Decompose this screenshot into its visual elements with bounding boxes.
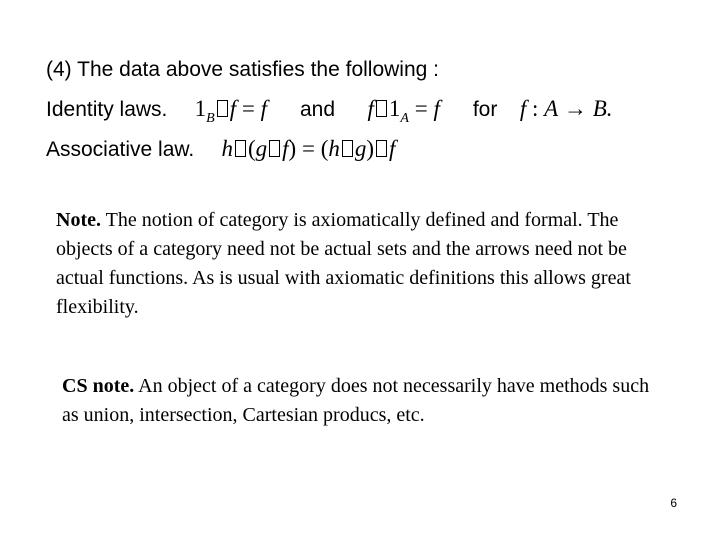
arrow-icon: → <box>563 96 587 121</box>
assoc-g: g <box>255 136 268 161</box>
identity-and: and <box>299 98 336 121</box>
associative-law-line <box>46 136 395 162</box>
associative-expression <box>221 136 395 161</box>
identity-f-result: f <box>433 96 440 121</box>
cs-note-label: CS note. <box>62 375 135 397</box>
associative-law-label: Associative law. <box>46 138 195 161</box>
composition-symbol <box>376 140 387 157</box>
identity-laws-line <box>46 96 613 126</box>
cs-note-text: An object of a category does not necessarily have methods such as union, intersection, Cartesian producs, etc. <box>62 375 650 426</box>
assoc-close: ) <box>288 136 297 161</box>
identity-one: 1 <box>388 96 401 121</box>
composition-symbol <box>235 140 246 157</box>
signature-f: f <box>519 96 527 121</box>
assoc-open: ( <box>247 136 256 161</box>
identity-equals: = <box>414 96 428 121</box>
identity-f-result: f <box>260 96 267 121</box>
identity-equals: = <box>241 96 255 121</box>
signature-colon: : <box>532 96 539 121</box>
assoc-h: h <box>328 136 340 161</box>
composition-symbol <box>269 140 280 157</box>
note-label: Note. <box>56 209 101 231</box>
composition-symbol <box>342 140 353 157</box>
identity-subscript-a: A <box>400 111 409 126</box>
composition-symbol <box>217 100 228 117</box>
identity-left-expression <box>194 96 273 126</box>
page-number: 6 <box>670 496 677 510</box>
note-paragraph <box>56 206 656 322</box>
cs-note-paragraph <box>62 372 662 430</box>
assoc-open: ( <box>320 136 329 161</box>
identity-one: 1 <box>194 96 207 121</box>
assoc-h: h <box>221 136 233 161</box>
note-text: The notion of category is axiomatically defined and formal. The objects of a category need not be actual sets and the arrows need not be actual functions. As is usual with axiomatic definitions this allows great flexibility. <box>56 209 631 318</box>
identity-laws-label: Identity laws. <box>46 98 168 121</box>
assoc-f: f <box>389 136 396 161</box>
assoc-equals: = <box>301 136 315 161</box>
signature-b: B. <box>592 96 613 121</box>
identity-subscript-b: B <box>206 111 215 126</box>
arrow-signature <box>520 96 613 121</box>
identity-for: for <box>472 98 498 121</box>
assoc-close: ) <box>366 136 375 161</box>
assoc-f: f <box>282 136 289 161</box>
signature-a: A <box>544 96 559 121</box>
identity-right-expression <box>367 96 446 126</box>
assoc-g: g <box>354 136 367 161</box>
section-heading: (4) The data above satisfies the following : <box>46 58 440 81</box>
composition-symbol <box>376 100 387 117</box>
identity-f: f <box>229 96 237 121</box>
identity-f-left: f <box>367 96 374 121</box>
